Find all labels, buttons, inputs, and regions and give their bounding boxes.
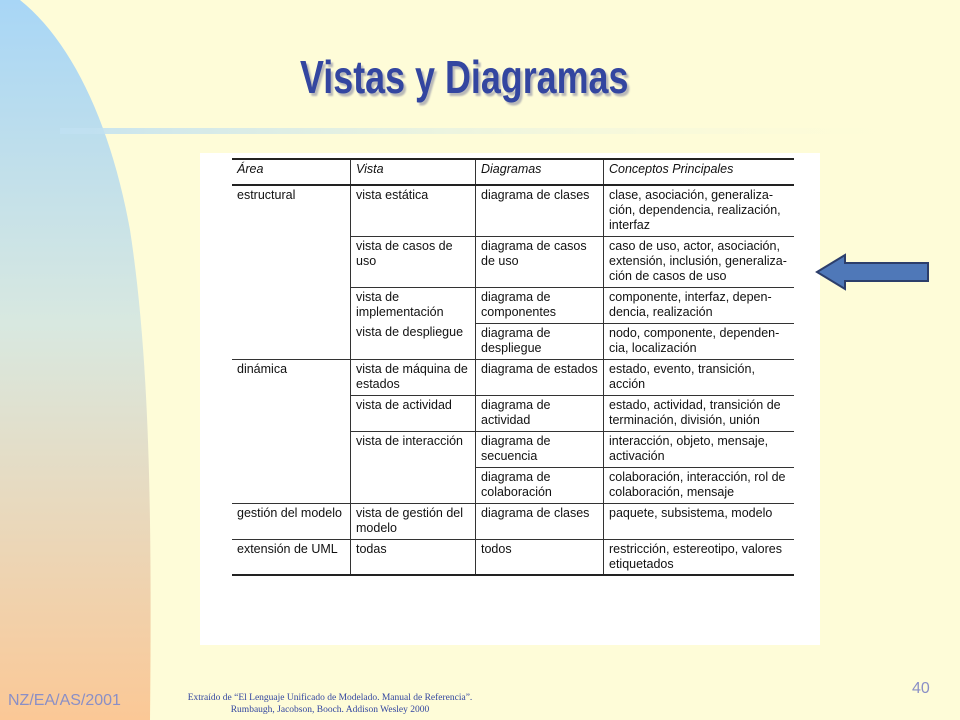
cell-vista: todas [351, 539, 476, 575]
cell-vista: vista de interacción [351, 431, 476, 467]
uml-table-panel [200, 153, 820, 645]
cell-vista: vista de despliegue [351, 323, 476, 359]
author-footer: NZ/EA/AS/2001 [8, 692, 121, 709]
cell-vista: vista estática [351, 185, 476, 236]
cell-diagrama: diagrama de secuencia [476, 431, 604, 467]
cell-diagrama: diagrama de estados [476, 359, 604, 395]
cell-area [232, 236, 351, 287]
uml-views-table [232, 158, 794, 576]
cell-diagrama: diagrama de clases [476, 503, 604, 539]
cell-conceptos: estado, evento, transición, acción [604, 359, 795, 395]
cell-vista [351, 467, 476, 503]
header-vista: Vista [351, 159, 476, 185]
cell-area [232, 287, 351, 323]
cell-area: gestión del modelo [232, 503, 351, 539]
cell-area [232, 467, 351, 503]
source-line-1: Extraído de “El Lenguaje Unificado de Modelado. Manual de Referencia”. [187, 693, 473, 703]
page-title: Vistas y Diagramas [300, 51, 629, 103]
cell-vista: vista de implementación [351, 287, 476, 323]
cell-diagrama: diagrama de casos de uso [476, 236, 604, 287]
header-area: Área [232, 159, 351, 185]
cell-conceptos: restricción, estereotipo, valores etiquetados [604, 539, 795, 575]
table-row [232, 467, 794, 503]
cell-conceptos: colaboración, interacción, rol de colaboración, mensaje [604, 467, 795, 503]
cell-conceptos: clase, asociación, generaliza-ción, dependencia, realización, interfaz [604, 185, 795, 236]
cell-diagrama: diagrama de componentes [476, 287, 604, 323]
cell-diagrama: todos [476, 539, 604, 575]
cell-conceptos: paquete, subsistema, modelo [604, 503, 795, 539]
table-row [232, 359, 794, 395]
cell-area: dinámica [232, 359, 351, 395]
header-diagramas: Diagramas [476, 159, 604, 185]
cell-diagrama: diagrama de colaboración [476, 467, 604, 503]
cell-area [232, 395, 351, 431]
cell-vista: vista de actividad [351, 395, 476, 431]
table-header-row [232, 159, 794, 185]
cell-vista: vista de casos de uso [351, 236, 476, 287]
cell-vista: vista de máquina de estados [351, 359, 476, 395]
page-number: 40 [912, 680, 930, 697]
cell-diagrama: diagrama de actividad [476, 395, 604, 431]
cell-area: estructural [232, 185, 351, 236]
header-conceptos: Conceptos Principales [604, 159, 795, 185]
cell-conceptos: estado, actividad, transición de terminación, división, unión [604, 395, 795, 431]
cell-diagrama: diagrama de despliegue [476, 323, 604, 359]
cell-area [232, 323, 351, 359]
cell-area [232, 431, 351, 467]
cell-diagrama: diagrama de clases [476, 185, 604, 236]
table-row [232, 236, 794, 287]
cell-conceptos: interacción, objeto, mensaje, activación [604, 431, 795, 467]
table-row [232, 395, 794, 431]
cell-conceptos: nodo, componente, dependen-cia, localización [604, 323, 795, 359]
source-citation [150, 692, 510, 716]
table-row [232, 185, 794, 236]
cell-area: extensión de UML [232, 539, 351, 575]
table-row [232, 287, 794, 323]
table-row [232, 323, 794, 359]
cell-conceptos: componente, interfaz, depen-dencia, realización [604, 287, 795, 323]
cell-vista: vista de gestión del modelo [351, 503, 476, 539]
source-line-2: Rumbaugh, Jacobson, Booch. Addison Wesley 2000 [230, 705, 430, 715]
cell-conceptos: caso de uso, actor, asociación, extensión, inclusión, generaliza-ción de casos de uso [604, 236, 795, 287]
table-row [232, 539, 794, 575]
table-row [232, 431, 794, 467]
left-arrow-icon [815, 253, 931, 291]
table-row [232, 503, 794, 539]
